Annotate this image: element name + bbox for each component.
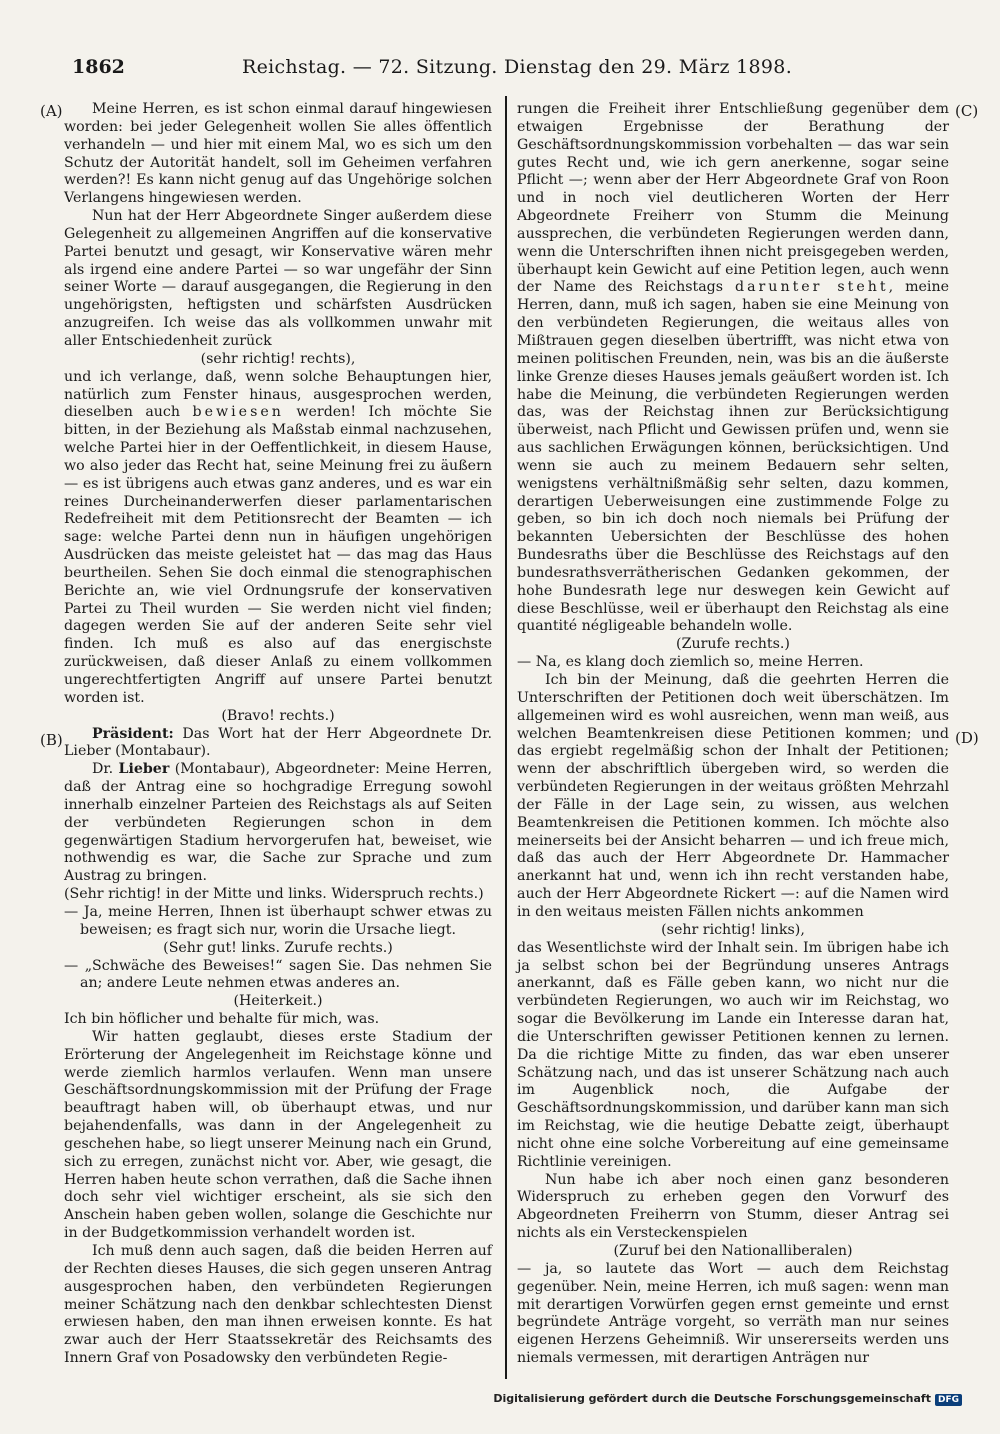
digitization-credit — [493, 1392, 962, 1406]
paragraph: — „Schwäche des Beweises!“ sagen Sie. Das nehmen Sie an; andere Leute nehmen etwas anderes an. — [64, 957, 492, 992]
paragraph: Ich bin der Meinung, daß die geehrten Herren die Unterschriften der Petitionen doch weit überschätzen. Im allgemeinen wird es wohl ausreichen, wenn man weiß, aus welchen Beamtenkreisen diese Petitionen kommen; und das ergiebt regelmäßig schon der Inhalt der Petitionen; wenn der abschriftlich übergeben wird, so werden die verbündeten Regierungen in der weitaus größten Mehrzahl der Fälle in der Lage sein, zu wissen, aus welchen Beamtenkreisen die Petitionen kommen. Ich möchte also meinerseits bei der Ansicht beharren — und ich freue mich, daß das auch der Herr Abgeordnete Dr. Hammacher anerkannt hat und, wenn ich ihn recht verstanden habe, auch der Herr Abgeordnete Rickert —: auf die Namen wird in den weitaus meisten Fällen nichts ankommen — [517, 672, 949, 920]
paragraph: Meine Herren, es ist schon einmal darauf hingewiesen worden: bei jeder Gelegenheit wollen Sie alles öffentlich verhandeln — und hier mit einem Mal, wo es sich um den Schutz der Autorität handelt, soll im Geheimen verfahren werden?! Es kann nicht genug auf das Ungehörige solchen Verlangens hingewiesen werden. — [64, 101, 492, 207]
paragraph: rungen die Freiheit ihrer Entschließung gegenüber dem etwaigen Ergebnisse der Berathung der Geschäftsordnungskommission vorbehalten — das war sein gutes Recht und, wie ich gern anerkenne, sogar seine Pflicht —; wenn aber der Herr Abgeordnete Graf von Roon und in noch viel deutlicheren Worten der Herr Abgeordnete Freiherr von Stumm die Meinung aussprechen, die verbündeten Regierungen werden dann, wenn die Unterschriften ihnen nicht preisgegeben werden, überhaupt kein Gewicht auf eine Petition legen, auch wenn der Name des Reichstags darunter steht, meine Herren, dann, muß ich sagen, haben sie eine Meinung von den verbündeten Regierungen, die weitaus alles von Mißtrauen gegen dieselben übertrifft, was nicht etwa von meinen politischen Freunden, nein, was bis an die äußerste linke Grenze dieses Hauses jemals geäußert worden ist. Ich habe die Meinung, die verbündeten Regierungen werden das, was der Reichstag ihnen zur Berücksichtigung überweist, nach Pflicht und Gewissen prüfen und, wenn sie aus sachlichen Erwägungen können, berücksichtigen. Und wenn sie auch zu meinem Bedauern sehr selten, wenigstens verhältnißmäßig sehr selten, dazu kommen, derartigen Ueberweisungen eine zustimmende Folge zu geben, so bin ich doch noch niemals bei Prüfung der bekannten Uebersichten der Beschlüsse des hohen Bundesraths über die Beschlüsse des Reichstags auf den bundesrathsverrätherischen Gedanken gekommen, der hohe Bundesrath lege nur deswegen kein Gewicht auf diese Beschlüsse, weil er überhaupt den Reichstag als eine quantité négligeable behandeln wolle. — [517, 101, 949, 635]
margin-mark-d: (D) — [955, 729, 979, 747]
column-divider — [505, 96, 507, 1379]
dfg-logo: DFG — [935, 1394, 962, 1406]
interjection: (Sehr gut! links. Zurufe rechts.) — [163, 939, 393, 956]
speaker-label: Präsident: — [92, 725, 174, 742]
paragraph: Wir hatten geglaubt, dieses erste Stadium der Erörterung der Angelegenheit im Reichstage könne und werde ziemlich harmlos verlaufen. Wenn man unsere Geschäftsordnungskommission mit der Prüfung der Frage beauftragt haben will, ob überhaupt etwas, und nur bejahendenfalls, was dann in der Angelegenheit zu geschehen habe, so liegt unserer Meinung nach ein Grund, sich zu erregen, zunächst nicht vor. Aber, wie gesagt, die Herren haben heute schon verrathen, daß die Sache ihnen doch sehr viel wichtiger erscheint, als sie sich den Anschein haben geben wollen, solange die Geschichte nur in der Budgetkommission verhandelt worden ist. — [64, 1028, 492, 1242]
credit-text: Digitalisierung gefördert durch die Deutsche Forschungsgemeinschaft — [493, 1392, 931, 1405]
interjection: (Bravo! rechts.) — [221, 707, 335, 724]
paragraph: — Na, es klang doch ziemlich so, meine Herren. — [517, 654, 864, 671]
interjection: (sehr richtig! links), — [661, 921, 805, 938]
right-column — [517, 101, 949, 1368]
paragraph: Ich bin höflicher und behalte für mich, was. — [64, 1011, 380, 1028]
paragraph: Ich muß denn auch sagen, daß die beiden Herren auf der Rechten dieses Hauses, die sich gegen unseren Antrag ausgesprochen haben, den verbündeten Regierungen meiner Schätzung nach den denkbar schlechtesten Dienst erwiesen haben, den man ihnen erweisen konnte. Es hat zwar auch der Herr Staatssekretär des Reichsamts des Innern Graf von Posadowsky den verbündeten Regie- — [64, 1243, 492, 1367]
interjection: (Zurufe rechts.) — [676, 636, 790, 653]
page-header — [72, 52, 962, 82]
interjection: (Zuruf bei den Nationalliberalen) — [613, 1243, 853, 1259]
paragraph: das Wesentlichste wird der Inhalt sein. Im übrigen habe ich ja selbst schon bei der Begründung unseres Antrags anerkannt, daß es Fälle geben kann, wo nicht nur die verbündeten Regierungen, wo auch wir im Reichstag, wo sogar die Bevölkerung im Lande ein Interesse daran hat, die Unterschriften gewisser Petitionen kennen zu lernen. Da die richtige Mitte zu finden, das war eben unserer Schätzung nach, und das ist unserer Schätzung nach auch im Augenblick noch, die Aufgabe der Geschäftsordnungskommission, und darüber kann man sich im Reichstag, wie die heutige Debatte zeigt, überhaupt nicht ohne eine solche Vorbereitung auf eine gemeinsame Richtlinie vereinigen. — [517, 939, 949, 1170]
speech-lieber: Dr. Lieber (Montabaur), Abgeordneter: Meine Herren, daß der Antrag eine so hochgradige Erregung sowohl innerhalb einzelner Parteien des Reichstags als auf Seiten der verbündeten Regierungen schon in dem gegenwärtigen Stadium hervorgerufen hat, beweiset, wie nothwendig es war, die Sache zur Sprache und zum Austrag zu bringen. — [64, 761, 492, 885]
president-statement: Präsident: Das Wort hat der Herr Abgeordnete Dr. Lieber (Montabaur). — [64, 725, 492, 760]
page-number: 1862 — [72, 56, 125, 78]
speaker-name: Lieber — [118, 761, 170, 778]
paragraph: Nun habe ich aber noch einen ganz besonderen Widerspruch zu erheben gegen den Vorwurf des Abgeordneten Freiherrn von Stumm, dieser Antrag sei nichts als ein Versteckenspielen — [517, 1171, 949, 1242]
margin-mark-b: (B) — [40, 731, 63, 749]
interjection: (Sehr richtig! in der Mitte und links. Widerspruch rechts.) — [64, 886, 484, 903]
paragraph: Nun hat der Herr Abgeordnete Singer außerdem diese Gelegenheit zu allgemeinen Angriffen auf die konservative Partei benutzt und gesagt, wir Konservative wären mehr als irgend eine andere Partei — so war ungefähr der Sinn seiner Worte — darauf ausgegangen, die Regierung in den ungehörigsten, heftigsten und schärfsten Ausdrücken anzugreifen. Ich weise das als vollkommen unwahr mit aller Entschiedenheit zurück — [64, 208, 492, 349]
margin-mark-a: (A) — [40, 102, 63, 120]
page-title: Reichstag. — 72. Sitzung. Dienstag den 29. März 1898. — [241, 56, 793, 78]
margin-mark-c: (C) — [955, 102, 979, 120]
paragraph: — ja, so lautete das Wort — auch dem Reichstag gegenüber. Nein, meine Herren, ich muß sagen: wenn man mit derartigen Vorwürfen gegen ernst gemeinte und ernst begründete Anträge vorgeht, so verräth man nur seines eigenen Herzens Geheimniß. Wir unsererseits werden uns niemals vermessen, mit derartigen Anträgen nur — [517, 1260, 949, 1367]
paragraph: — Ja, meine Herren, Ihnen ist überhaupt schwer etwas zu beweisen; es fragt sich nur, worin die Ursache liegt. — [64, 903, 492, 938]
interjection: (Heiterkeit.) — [233, 993, 323, 1010]
left-column — [64, 101, 492, 1368]
paragraph: und ich verlange, daß, wenn solche Behauptungen hier, natürlich zum Fenster hinaus, ausgesprochen werden, dieselben auch bewiesen werden! Ich möchte Sie bitten, in der Beziehung als Maßstab einmal nachzusehen, welche Partei hier in der Oeffentlichkeit, in diesem Hause, wo also jeder das Recht hat, seine Meinung frei zu äußern — es ist übrigens auch etwas ganz anderes, und es war ein reines Durcheinanderwerfen dieser parlamentarischen Redefreiheit mit dem Petitionsrecht der Beamten — ich sage: welche Partei denn nun in häufigen ungehörigen Ausdrücken das meiste geleistet hat — das mag das Haus beurtheilen. Sehen Sie doch einmal die stenographischen Berichte an, wie viel Ordnungsrufe der konservativen Partei zu Theil wurden — Sie werden nicht viel finden; dagegen werden Sie auf der anderen Seite sehr viel finden. Ich muß es also auf das energischste zurückweisen, daß dieser Anlaß zu einem vollkommen ungerechtfertigten Angriff auf unsere Partei benutzt worden ist. — [64, 368, 493, 706]
interjection: (sehr richtig! rechts), — [200, 350, 356, 367]
